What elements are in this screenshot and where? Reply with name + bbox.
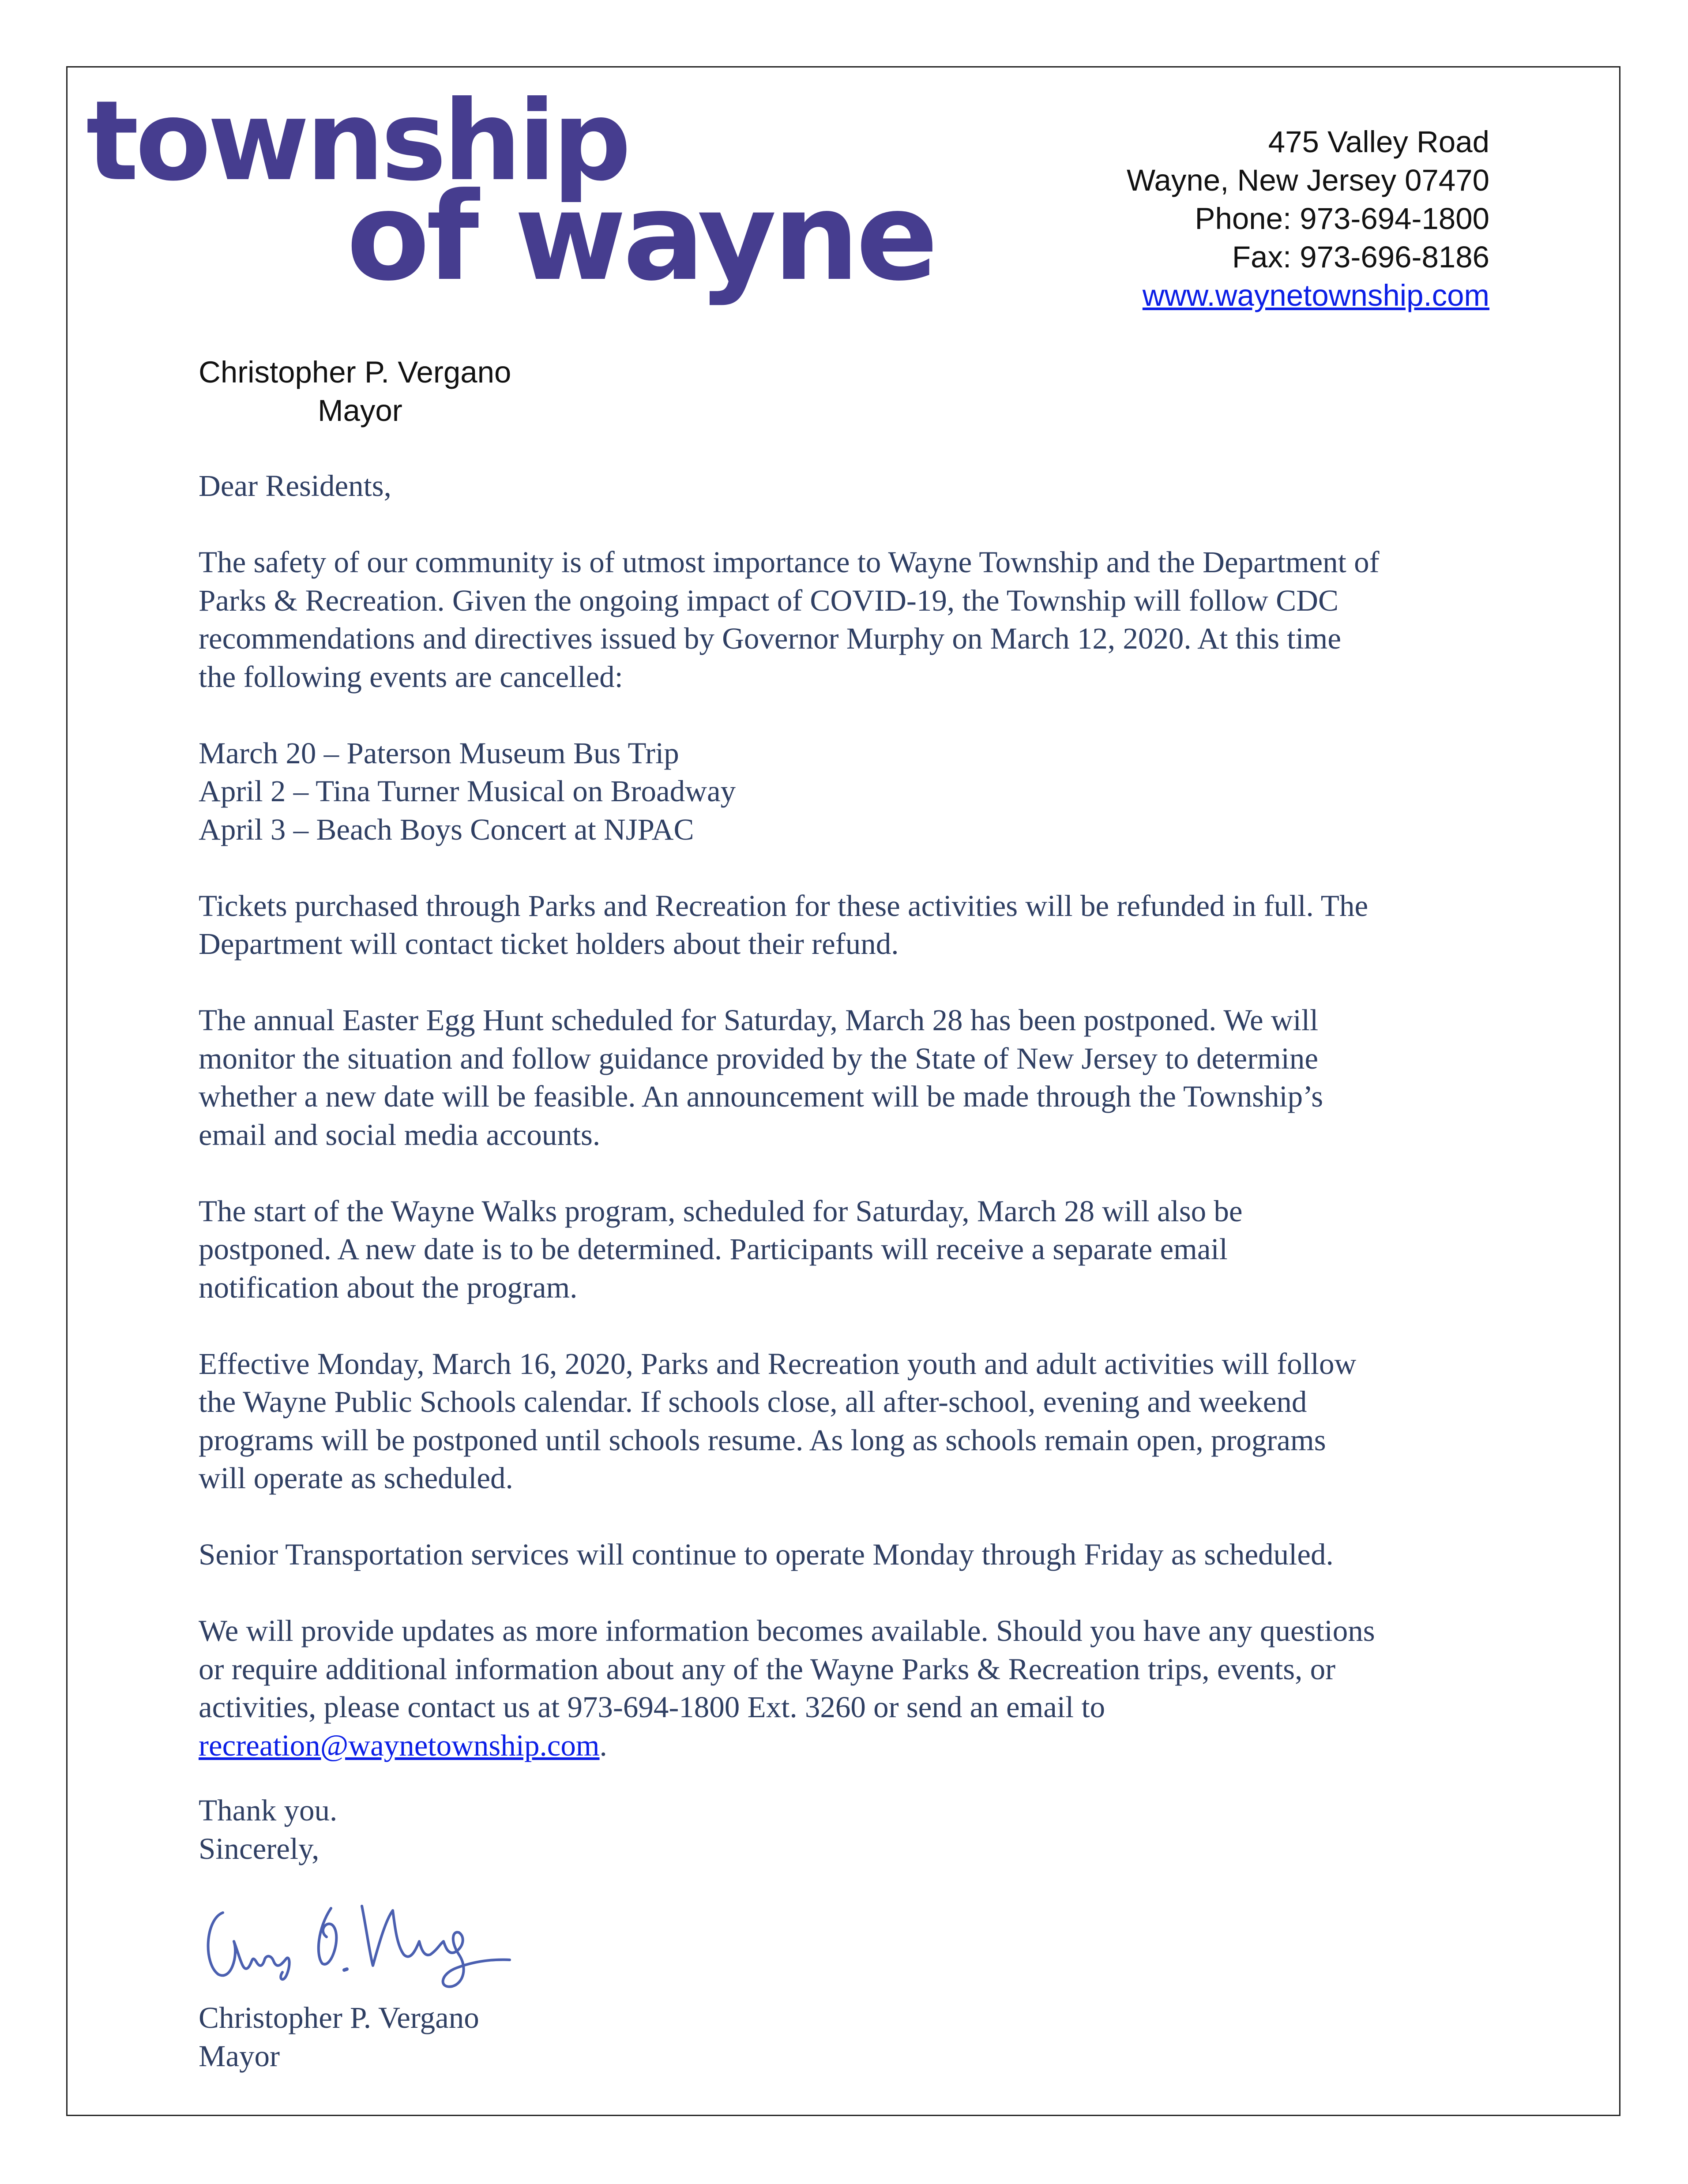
paragraph-easter-egg-hunt [199, 1001, 1487, 1154]
closing-sincerely: Sincerely, [199, 1831, 320, 1865]
paragraph-line: recommendations and directives issued by Governor Murphy on March 12, 2020. At this time [199, 622, 1341, 655]
paragraph-line: email and social media accounts. [199, 1118, 601, 1152]
email-line [199, 1726, 1487, 1765]
paragraph-line: Parks & Recreation. Given the ongoing impact of COVID-19, the Township will follow CDC [199, 583, 1338, 617]
logo-line-of-wayne: of wayne [346, 166, 935, 308]
paragraph-line: Tickets purchased through Parks and Recreation for these activities will be refunded in full. The [199, 889, 1368, 923]
address-street: 475 Valley Road [1268, 125, 1489, 159]
paragraph-line: or require additional information about any of the Wayne Parks & Recreation trips, events, or [199, 1652, 1336, 1686]
salutation [199, 467, 1487, 505]
paragraph-line: programs will be postponed until schools resume. As long as schools remain open, programs [199, 1423, 1326, 1457]
paragraph-line: Senior Transportation services will continue to operate Monday through Friday as scheduled. [199, 1538, 1334, 1571]
list-item: April 2 – Tina Turner Musical on Broadway [199, 774, 736, 808]
logo-line-township: township [86, 77, 628, 205]
handwritten-signature [199, 1888, 516, 1990]
address-phone: Phone: 973-694-1800 [1195, 202, 1489, 236]
paragraph-line: notification about the program. [199, 1270, 578, 1304]
paragraph-line: The start of the Wayne Walks program, scheduled for Saturday, March 28 will also be [199, 1194, 1243, 1228]
signature-title: Mayor [199, 2039, 280, 2073]
closing-thank-you: Thank you. [199, 1794, 338, 1827]
list-item: April 3 – Beach Boys Concert at NJPAC [199, 812, 694, 846]
letter-body [199, 467, 1487, 1803]
paragraph-line: monitor the situation and follow guidance provided by the State of New Jersey to determine [199, 1041, 1319, 1075]
paragraph-line: the following events are cancelled: [199, 660, 623, 694]
closing-block [199, 1791, 337, 1868]
paragraph-senior-transportation [199, 1535, 1487, 1574]
address-fax: Fax: 973-696-8186 [1232, 240, 1489, 274]
township-logo [86, 77, 935, 308]
mayor-header-title: Mayor [318, 394, 402, 428]
paragraph-line: postponed. A new date is to be determined. Participants will receive a separate email [199, 1232, 1228, 1266]
signature-name: Christopher P. Vergano [199, 2001, 479, 2034]
salutation-line: Dear Residents, [199, 469, 391, 503]
paragraph-line: will operate as scheduled. [199, 1461, 513, 1495]
email-period: . [599, 1728, 607, 1762]
paragraph-line: We will provide updates as more information becomes available. Should you have any questions [199, 1614, 1375, 1647]
email-link[interactable]: recreation@waynetownship.com [199, 1728, 600, 1762]
letterhead-address [960, 123, 1489, 315]
list-item: March 20 – Paterson Museum Bus Trip [199, 736, 679, 770]
paragraph-line: Department will contact ticket holders about their refund. [199, 927, 899, 961]
paragraph-line: The annual Easter Egg Hunt scheduled for Saturday, March 28 has been postponed. We will [199, 1003, 1319, 1037]
website-link[interactable]: www.waynetownship.com [1142, 278, 1489, 312]
cancelled-events-list [199, 734, 1487, 849]
paragraph-line: The safety of our community is of utmost importance to Wayne Township and the Department of [199, 545, 1380, 579]
paragraph-safety [199, 543, 1487, 696]
paragraph-line: activities, please contact us at 973-694-1800 Ext. 3260 or send an email to [199, 1690, 1105, 1724]
mayor-header-name: Christopher P. Vergano [199, 355, 511, 389]
paragraph-line: the Wayne Public Schools calendar. If schools close, all after-school, evening and weekend [199, 1385, 1307, 1418]
paragraph-line: whether a new date will be feasible. An announcement will be made through the Township’s [199, 1080, 1323, 1113]
paragraph-wayne-walks [199, 1192, 1487, 1307]
paragraph-refunds [199, 887, 1487, 963]
address-city: Wayne, New Jersey 07470 [1126, 163, 1489, 197]
signature-caption [199, 1999, 479, 2075]
mayor-header [199, 353, 511, 430]
paragraph-contact [199, 1612, 1487, 1764]
paragraph-schools-calendar [199, 1345, 1487, 1497]
paragraph-line: Effective Monday, March 16, 2020, Parks and Recreation youth and adult activities will follow [199, 1347, 1357, 1381]
